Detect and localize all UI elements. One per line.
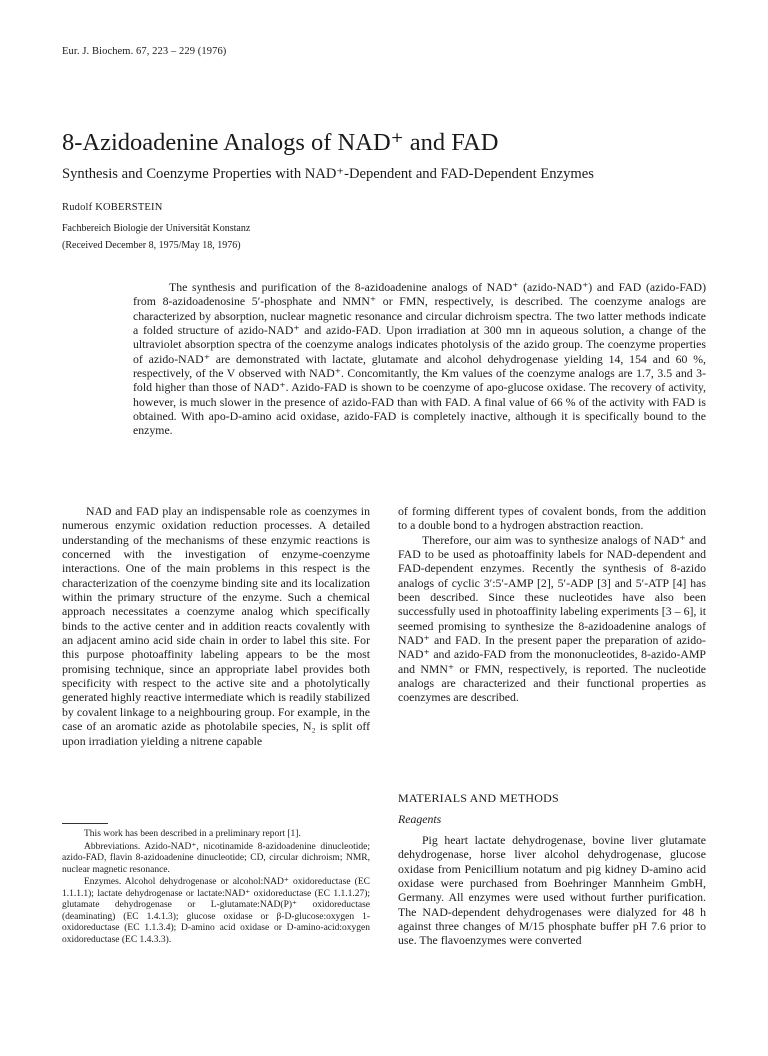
abstract: The synthesis and purification of the 8-azidoadenine analogs of NAD⁺ (azido-NAD⁺) and FAD (azido-FAD) from 8-azidoadenosine 5′-phosphate and NMN⁺ or FMN, respectively, is described. The coenzyme analogs are characterized by absorption, nuclear magnetic resonance and circular dichroism spectra. The two latter methods indicate a folded structure of azido-NAD⁺ and azido-FAD. Upon irradiation at 300 mn in aqueous solution, a change of the ultraviolet absorption spectra of the coenzyme analogs indicates photolysis of the azido group. The coenzyme properties of azido-NAD⁺ are demonstrated with lactate, glutamate and alcohol dehydrogenase yielding 14, 154 and 60 %, respectively, of the V observed with NAD⁺. Concomitantly, the Km values of the coenzyme analogs are 1.7, 3.5 and 3-fold higher than those of NAD⁺. Azido-FAD is shown to be coenzyme of apo-glucose oxidase. The recovery of activity, however, is much slower in the presence of azido-FAD than with FAD. A final value of 66 % of the activity with FAD is obtained. With apo-D-amino acid oxidase, azido-FAD is completely inactive, although it is specifically bound to the enzyme. [133, 280, 706, 438]
subsection-heading: Reagents [398, 812, 442, 826]
aim-paragraph: Therefore, our aim was to synthesize analogs of NAD⁺ and FAD to be used as photoaffinity labels for NAD-dependent and FAD-dependent enzymes. Recently the synthesis of 8-azido analogs of cyclic 3′:5′-AMP [2], 5′-ADP [3] and 5′-ATP [4] has been described. Since these nucleotides have also been successfully used in photoaffinity labeling experiments [3 – 6], it seemed promising to synthesize the 8-azidoadenine analogs of NAD⁺ and FAD. In the present paper the preparation of azido-NAD⁺ and azido-FAD from the mononucleotides, 8-azido-AMP and NMN⁺ or FMN, respectively, is reported. The nucleotide analogs are characterized and their functional properties as coenzymes are described. [398, 532, 706, 705]
section-heading: MATERIALS AND METHODS [398, 791, 559, 805]
author-name: Rudolf KOBERSTEIN [62, 202, 163, 213]
author-affiliation: Fachbereich Biologie der Universität Konstanz [62, 223, 251, 234]
right-column [398, 504, 706, 705]
footnote-enzymes: Enzymes. Alcohol dehydrogenase or alcohol:NAD⁺ oxidoreductase (EC 1.1.1.1); lactate dehydrogenase or lactate:NAD⁺ oxidoreductase (EC 1.1.1.27); glutamate dehydrogenase or L-glutamate:NAD(P)⁺ oxidoreductase (deaminating) (EC 1.4.1.3); glucose oxidase or β-D-glucose:oxygen 1-oxidoreductase (EC 1.1.3.4); D-amino acid oxidase or D-amino-acid:oxygen oxidoreductase (EC 1.4.3.3). [62, 877, 370, 945]
intro-paragraph-continued: of forming different types of covalent bonds, from the addition to a double bond to a hydrogen abstraction reaction. [398, 504, 706, 533]
footnote-abbreviations: Abbreviations. Azido-NAD⁺, nicotinamide 8-azidoadenine dinucleotide; azido-FAD, flavin 8-azidoadenine dinucleotide; CD, circular dichroism; NMR, nuclear magnetic resonance. [62, 841, 370, 875]
footnotes [62, 829, 370, 947]
right-column-lower [398, 833, 706, 948]
received-dates: (Received December 8, 1975/May 18, 1976) [62, 240, 241, 251]
paper-title: 8-Azidoadenine Analogs of NAD⁺ and FAD [62, 129, 499, 156]
left-column [62, 504, 370, 748]
journal-citation: Eur. J. Biochem. 67, 223 – 229 (1976) [62, 46, 227, 57]
reagents-paragraph: Pig heart lactate dehydrogenase, bovine liver glutamate dehydrogenase, horse liver alcohol dehydrogenase, glucose oxidase from Penicillium notatum and pig kidney D-amino acid oxidase were purchased from Boehringer Mannheim GmbH, Germany. All enzymes were used without further purification. The NAD-dependent dehydrogenases were dialyzed for 48 h against three changes of M/15 phosphate buffer pH 7.6 prior to use. The flavoenzymes were converted [398, 833, 706, 948]
paper-subtitle: Synthesis and Coenzyme Properties with NAD⁺-Dependent and FAD-Dependent Enzymes [62, 166, 594, 182]
footnote-rule [62, 823, 108, 824]
footnote-preliminary: This work has been described in a preliminary report [1]. [84, 829, 301, 839]
intro-paragraph: NAD and FAD play an indispensable role as coenzymes in numerous enzymic oxidation reduction processes. A detailed understanding of the mechanisms of these enzymic reactions is concerned with the investigation of enzyme-coenzyme interactions. One of the main problems in this respect is the characterization of the coenzyme binding site and its localization within the primary structure of the enzyme. Such a chemical approach necessitates a coenzyme analog which specifically binds to the active center and in addition reacts covalently with an adjacent amino acid side chain in order to label this site. For this purpose photoaffinity labeling appears to be the most promising technique, since an appropriate label provides both specificity with respect to the active site and a photolytically generated highly reactive intermediate which is readily stabilized by covalent linkage to a neighbouring group. For example, in the case of an aromatic azide as photolabile species, N₂ is split off upon irradiation yielding a nitrene capable [62, 504, 370, 748]
